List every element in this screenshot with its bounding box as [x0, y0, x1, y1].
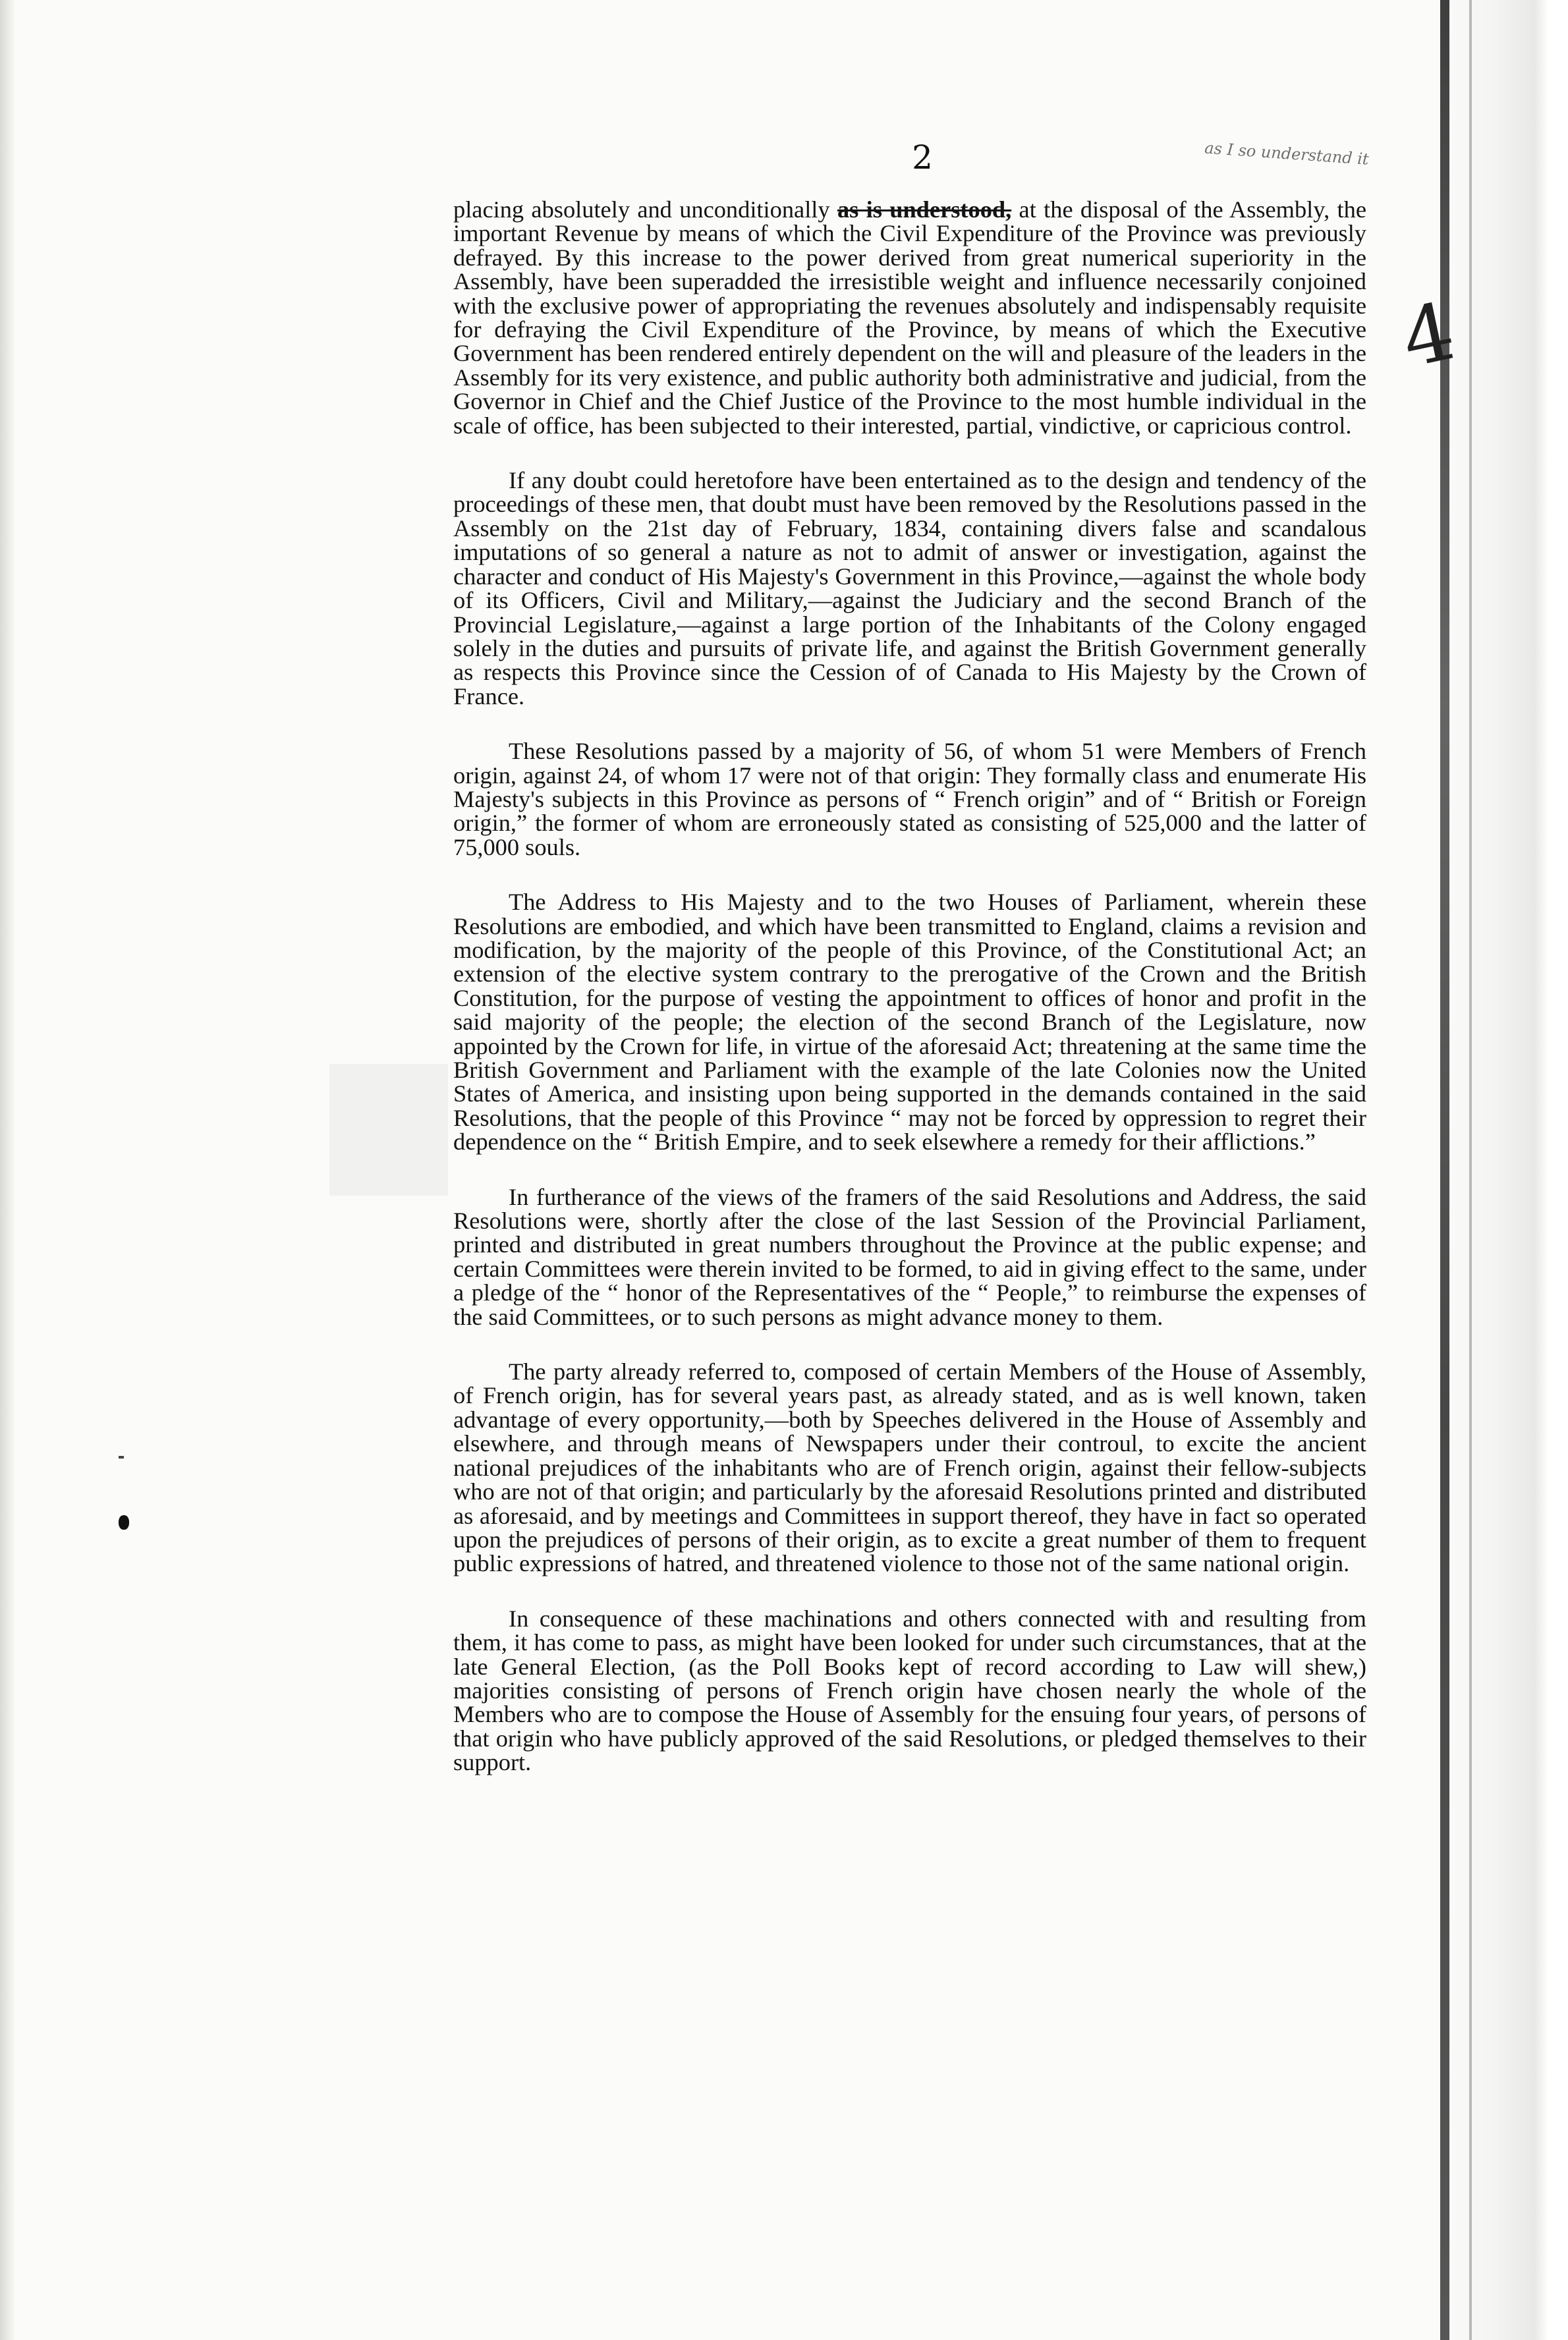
paragraph-1-rest: at the disposal of the Assembly, the important Revenue by means of which the Civil Expenditure of the Province was previously defrayed. By this increase to the power derived from great numerical superiority in the Assembly, have been superadded the irresistible weight and influence necessarily conjoined with the exclusive power of appropriating the revenues absolutely and indispensably requisite for defraying the Civil Expenditure of the Province, by means of which the Executive Government has been rendered entirely dependent on the will and pleasure of the leaders in the Assembly for its very existence, and public authority both administrative and judicial, from the Governor in Chief and the Chief Justice of the Province to the most humble individual in the scale of office, has been subjected to their interested, partial, vindictive, or capricious control. [453, 196, 1366, 439]
margin-ink-blot [119, 1515, 129, 1530]
paragraph-1-lead: placing absolutely and unconditionally [453, 196, 837, 223]
ink-bleed-mark [329, 1064, 448, 1196]
paragraph-6: The party already referred to, composed of certain Members of the House of Assembly, of French origin, has for several years past, as already stated, and as is well known, taken advantage of every opportunity,—both by Speeches delivered in the House of Assembly and elsewhere, and through means of Newspapers under their controul, to excite the ancient national prejudices of the inhabitants who are of French origin, against their fellow-subjects who are not of that origin; and particularly by the aforesaid Resolutions printed and distributed as aforesaid, and by meetings and Committees in support thereof, they have in fact so operated upon the prejudices of persons of their origin, as to excite a great number of them to frequent public expressions of hatred, and threatened violence to those not of the same national origin. [453, 1358, 1366, 1577]
handwritten-margin-mark: 4 [1394, 285, 1463, 386]
margin-tick [119, 1456, 124, 1459]
page-number: 2 [912, 138, 933, 177]
struck-through-phrase: as is understood, [837, 196, 1012, 223]
page-left-edge [0, 0, 14, 2340]
document-body [453, 198, 1366, 1775]
handwritten-annotation: as I so understand it [1204, 138, 1370, 169]
paragraph-5: In furtherance of the views of the framers of the said Resolutions and Address, the said Resolutions were, shortly after the close of the last Session of the Provincial Parliament, printed and distributed in great numbers throughout the Province at the public expense; and certain Committees were therein invited to be formed, to aid in giving effect to the same, under a pledge of the “ honor of the Representatives of the “ People,” to reimburse the expenses of the said Committees, or to such persons as might advance money to them. [453, 1183, 1366, 1330]
paragraph-7: In consequence of these machinations and others connected with and resulting from them, it has come to pass, as might have been looked for under such circumstances, that at the late General Election, (as the Poll Books kept of record according to Law will shew,) majorities consisting of persons of French origin have chosen nearly the whole of the Members who are to compose the House of Assembly for the ensuing four years, of persons of that origin who have publicly approved of the said Resolutions, or pledged themselves to their support. [453, 1605, 1366, 1776]
paragraph-2: If any doubt could heretofore have been entertained as to the design and tendency of the proceedings of these men, that doubt must have been removed by the Resolutions passed in the Assembly on the 21st day of February, 1834, containing divers false and scandalous imputations of so general a nature as not to admit of answer or investigation, against the character and conduct of His Majesty's Government in this Province,—against the whole body of its Officers, Civil and Military,—against the Judiciary and the second Branch of the Provincial Legislature,—against a large portion of the Inhabitants of the Colony engaged solely in the duties and pursuits of private life, and against the British Government generally as respects this Province since the Cession of of Canada to His Majesty by the Crown of France. [453, 467, 1366, 710]
paragraph-3: These Resolutions passed by a majority of 56, of whom 51 were Members of French origin, against 24, of whom 17 were not of that origin: They formally class and enumerate His Majesty's subjects in this Province as persons of “ French origin” and of “ British or Foreign origin,” the former of whom are erroneously stated as consisting of 525,000 and the latter of 75,000 souls. [453, 738, 1366, 860]
paragraph-1 [453, 198, 1366, 437]
binding-edge-inner [1469, 0, 1472, 2340]
paragraph-4: The Address to His Majesty and to the two Houses of Parliament, wherein these Resolutions are embodied, and which have been transmitted to England, claims a revision and modification, by the majority of the people of this Province, of the Constitutional Act; an extension of the elective system contrary to the prerogative of the Crown and the British Constitution, for the purpose of vesting the appointment to offices of honor and profit in the said majority of the people; the election of the second Branch of the Legislature, now appointed by the Crown for life, in virtue of the aforesaid Act; threatening at the same time the British Government and Parliament with the example of the late Colonies now the United States of America, and insisting upon being supported in the demands contained in the said Resolutions, that the people of this Province “ may not be forced by oppression to regret their dependence on the “ British Empire, and to seek elsewhere a remedy for their afflictions.” [453, 889, 1366, 1156]
